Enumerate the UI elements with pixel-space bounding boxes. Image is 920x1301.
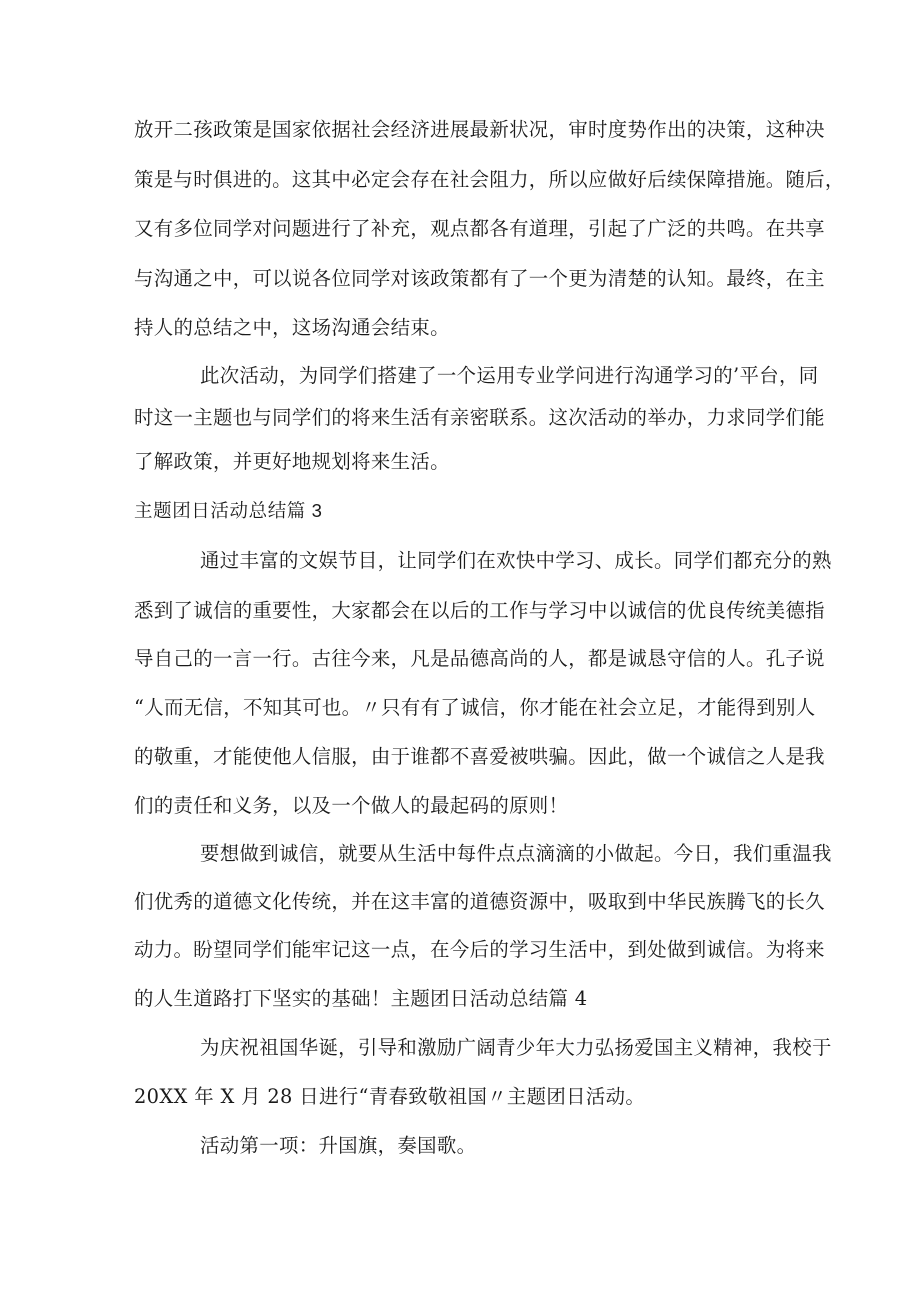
paragraph-line: 要想做到诚信，就要从生活中每件点点滴滴的小做起。今日，我们重温我 [200, 842, 832, 865]
paragraph-line: 导自己的一言一行。古往今来，凡是品德高尚的人，都是诚恳守信的人。孔子说 [134, 647, 825, 670]
paragraph-line: 悉到了诚信的重要性，大家都会在以后的工作与学习中以诚信的优良传统美德指 [134, 599, 825, 622]
paragraph-line: “人而无信，不知其可也。〃只有有了诚信，你才能在社会立足，才能得到别人 [134, 696, 816, 719]
paragraph-line: 们优秀的道德文化传统，并在这丰富的道德资源中，吸取到中华民族腾飞的长久 [134, 890, 825, 913]
paragraph-line: 此次活动，为同学们搭建了一个运用专业学问进行沟通学习的’平台，同 [200, 364, 819, 387]
paragraph-line: 动力。盼望同学们能牢记这一点，在今后的学习生活中，到处做到诚信。为将来 [134, 938, 825, 961]
paragraph-line: 为庆祝祖国华诞，引导和激励广阔青少年大力弘扬爱国主义精神，我校于 [200, 1036, 832, 1059]
paragraph-line: 策是与时俱进的。这其中必定会存在社会阻力，所以应做好后续保障措施。随后， [134, 168, 845, 191]
section-heading: 主题团日活动总结篇 3 [134, 500, 323, 521]
paragraph-line: 又有多位同学对问题进行了补充，观点都各有道理，引起了广泛的共鸣。在共享 [134, 217, 825, 240]
paragraph-line: 与沟通之中，可以说各位同学对该政策都有了一个更为清楚的认知。最终，在主 [134, 267, 825, 290]
paragraph-line: 的人生道路打下坚实的基础！主题团日活动总结篇 4 [134, 987, 588, 1010]
paragraph-line: 通过丰富的文娱节目，让同学们在欢快中学习、成长。同学们都充分的熟 [200, 549, 832, 572]
paragraph-line: 放开二孩政策是国家依据社会经济进展最新状况，审时度势作出的决策，这种决 [134, 118, 825, 141]
paragraph-line: 持人的总结之中，这场沟通会结束。 [134, 316, 450, 339]
paragraph-line: 时这一主题也与同学们的将来生活有亲密联系。这次活动的举办，力求同学们能 [134, 406, 825, 429]
paragraph-line: 活动第一项：升国旗，奏国歌。 [200, 1134, 477, 1157]
paragraph-line: 们的责任和义务，以及一个做人的最起码的原则！ [134, 794, 569, 817]
paragraph-line: 了解政策，并更好地规划将来生活。 [134, 450, 450, 473]
paragraph-line: 的敬重，才能使他人信服，由于谁都不喜爱被哄骗。因此，做一个诚信之人是我 [134, 745, 825, 768]
paragraph-line: 20XX 年 X 月 28 日进行“青春致敬祖国〃主题团日活动。 [134, 1085, 646, 1108]
